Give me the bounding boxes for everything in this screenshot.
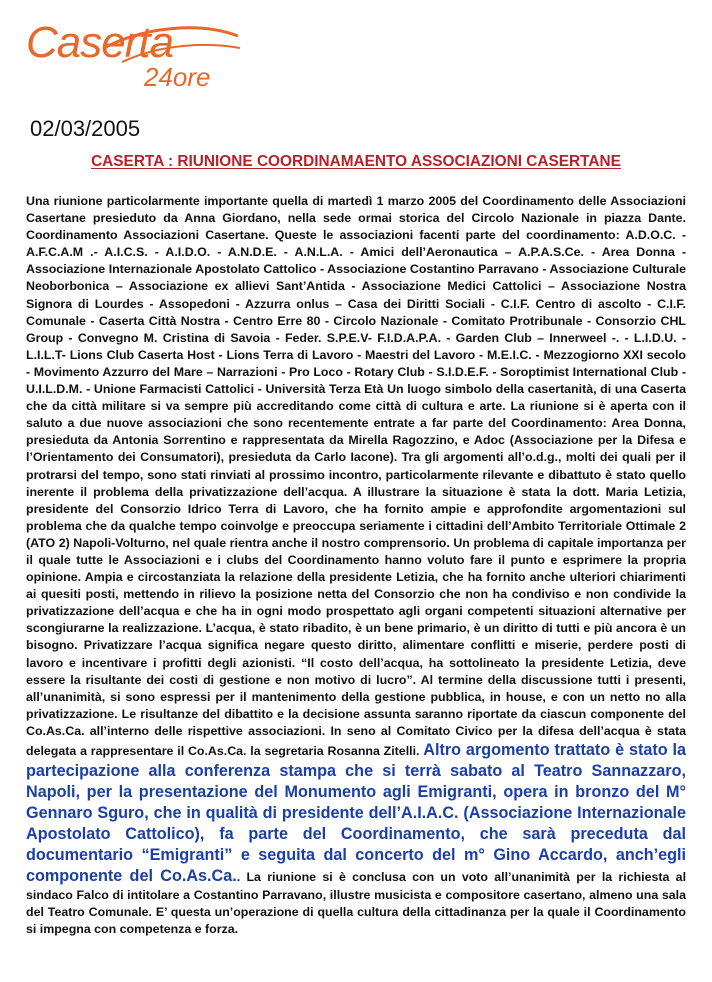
article-text-part2: . La riunione si è conclusa con un voto all’unanimità per la richiesta al sindaco Falco di intitolare a Costantino Parravano, illustre musicista e compositore casertano, almeno una sala del Teatro Comunale. E’ questa un’operazione di quella cultura della cittadinanza per la quale il Coordinamento si impegna con competenza e forza. <box>26 870 687 937</box>
logo-name-main: Caserta <box>26 18 174 67</box>
article-highlight: Altro argomento trattato è stato la partecipazione alla conferenza stampa che si terrà sabato al Teatro Sannazzaro, Napoli, per la presentazione del Monumento agli Emigranti, opera in bronzo del M° Gennaro Sguro, che in qualità di presidente dell’A.I.A.C. (Associazione Internazionale Apostolato Cattolico), fa parte del Coordinamento, che sarà preceduta dal documentario “Emigranti” e seguita dal concerto del m° Gino Accardo, anch’egli componente del Co.As.Ca. <box>26 741 687 885</box>
article-headline: CASERTA : RIUNIONE COORDINAMAENTO ASSOCIAZIONI CASERTANE <box>91 153 621 170</box>
article-text-part1: Una riunione particolarmente importante quella di martedì 1 marzo 2005 del Coordinamento delle Associazioni Casertane presieduto da Anna Giordano, nella sede ormai storica del Circolo Nazionale in piazza Dante. Coordinamento Associazioni Casertane. Queste le associazioni facenti parte del coordinamento: A.D.O.C. - A.F.C.A.M .- A.I.C.S. - A.I.D.O. - A.N.D.E. - A.N.L.A. - Amici dell’Aeronautica – A.P.A.S.Ce. - Area Donna - Associazione Internazionale Apostolato Cattolico - Associazione Costantino Parravano - Associazione Culturale Neoborbonica – Associazione ex allievi Sant’Antida - Associazione Medici Cattolici – Associazione Nostra Signora di Lourdes - Assopedoni - Azzurra onlus – Casa dei Diritti Sociali - C.I.F. Centro di ascolto - C.I.F. Comunale - Caserta Città Nostra - Centro Erre 80 - Circolo Nazionale - Comitato Protribunale - Consorzio CHL Group - Convegno M. Cristina di Savoia - Feder. S.P.E.V- F.I.D.A.P.A. - Garden Club – Innerweel -. - L.I.D.U. - L.I.L.T- Lions Club Caserta Host - Lions Terra di Lavoro - Maestri del Lavoro - M.E.I.C. - Mezzogiorno XXI secolo - Movimento Azzurro del Mare – Narrazioni - Pro Loco - Rotary Club - S.I.D.E.F. - Soroptimist International Club - U.I.L.D.M. - Unione Farmacisti Cattolici - Università Terza Età Un luogo simbolo della casertanità, di una Caserta che da città militare si va sempre più accreditando come città di cultura e arte. La riunione si è aperta con il saluto a due nuove associazioni che sono recentemente entrate a far parte del Coordinamento: Area Donna, presieduta da Antonia Sorrentino e rappresentata da Mirella Ragozzino, e Adoc (Associazione per la Difesa e l’Orientamento dei Consumatori), presieduta da Carlo Iacone). Tra gli argomenti all’o.d.g., molti dei quali per il protrarsi del tempo, sono stati rinviati al prossimo incontro, particolarmente rilevante e dibattuto è stato quello inerente il problema della privatizzazione dell’acqua. A illustrare la situazione è stata la dott. Maria Letizia, presidente del Consorzio Idrico Terra di Lavoro, che ha fornito ampie e approfondite argomentazioni sul problema che da qualche tempo coinvolge e preoccupa seriamente i cittadini dell’Ambito Territoriale Ottimale 2 (ATO 2) Napoli-Volturno, nel quale rientra anche il nostro comprensorio. Un problema di capitale importanza per il quale tutte le Associazioni e i clubs del Coordinamento hanno voluto fare il punto e esprimere la propria opinione. Ampia e circostanziata la relazione della presidente Letizia, che ha fornito anche ulteriori chiarimenti ai quesiti posti, mettendo in rilievo la posizione netta del Consorzio che non ha condiviso e non condivide la privatizzazione dell’acqua e che ha in ogni modo prospettato agli organi competenti situazioni alternative per scongiurarne la realizzazione. L’acqua, è stato ribadito, è un bene primario, è un diritto di tutti e più ancora è un bisogno. Privatizzare l’acqua significa negare questo diritto, alimentare conflitti e miserie, perdere posti di lavoro e incentivare i profitti degli azionisti. “Il costo dell’acqua, ha sottolineato la presidente Letizia, deve essere la risultante dei costi di gestione e non motivo di lucro”. Al termine della discussione tutti i presenti, all’unanimità, si sono espressi per il mantenimento della gestione pubblica, in house, e con un netto no alla privatizzazione. Le risultanze del dibattito e la decisione assunta saranno riportate da ciascun componente del Co.As.Ca. all’interno delle rispettive associazioni. In seno al Comitato Civico per la difesa dell’acqua è stata delegata a rappresentare il Co.As.Ca. la segretaria Rosanna Zitelli. <box>26 194 686 758</box>
logo-name-sub: 24ore <box>144 62 211 92</box>
newspaper-logo <box>26 18 266 98</box>
article-body <box>26 193 686 938</box>
publication-date: 02/03/2005 <box>30 116 141 141</box>
